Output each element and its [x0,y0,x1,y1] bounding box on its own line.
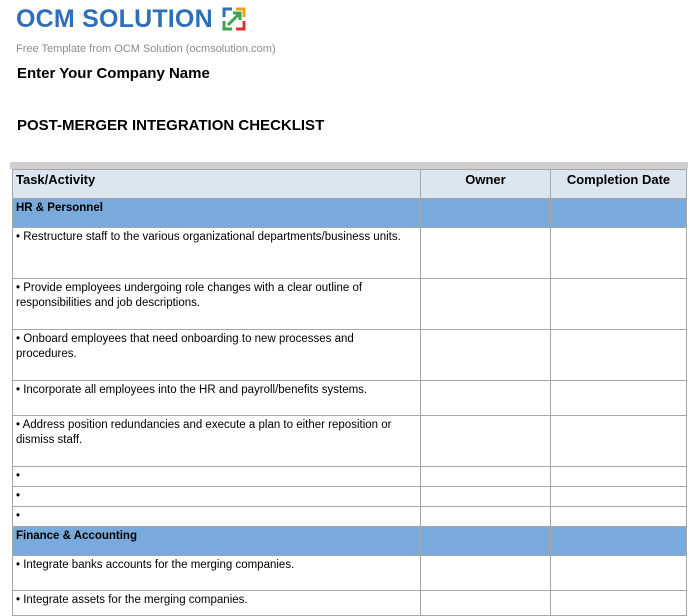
completion-date-cell[interactable] [551,279,687,330]
owner-cell[interactable] [421,556,551,591]
table-row [13,487,687,507]
section-date-cell [551,199,687,228]
table-row [13,556,687,591]
task-cell[interactable]: • Incorporate all employees into the HR and payroll/benefits systems. [13,381,421,416]
owner-cell[interactable] [421,487,551,507]
table-row [13,330,687,381]
company-name: Enter Your Company Name [17,65,210,82]
header-divider [10,162,688,169]
header-row [13,170,687,199]
section-owner-cell [421,199,551,228]
table-row [13,416,687,467]
table-row [13,279,687,330]
completion-date-cell[interactable] [551,467,687,487]
owner-cell[interactable] [421,591,551,616]
section-title: HR & Personnel [13,199,421,228]
section-title: Finance & Accounting [13,527,421,556]
completion-date-cell[interactable] [551,228,687,279]
owner-cell[interactable] [421,228,551,279]
table-row [13,507,687,527]
owner-cell[interactable] [421,279,551,330]
section-owner-cell [421,527,551,556]
table-row [13,591,687,616]
section-date-cell [551,527,687,556]
completion-date-cell[interactable] [551,381,687,416]
template-note: Free Template from OCM Solution (ocmsolution.com) [16,43,276,55]
task-cell[interactable]: • Restructure staff to the various organizational departments/business units. [13,228,421,279]
task-cell[interactable]: • Onboard employees that need onboarding to new processes and procedures. [13,330,421,381]
col-header-completion-date: Completion Date [551,170,687,199]
section-row [13,199,687,228]
completion-date-cell[interactable] [551,487,687,507]
owner-cell[interactable] [421,381,551,416]
section-row [13,527,687,556]
completion-date-cell[interactable] [551,591,687,616]
col-header-owner: Owner [421,170,551,199]
brand-name: OCM SOLUTION [16,4,213,33]
col-header-task: Task/Activity [13,170,421,199]
task-cell[interactable]: • [13,467,421,487]
task-cell[interactable]: • Provide employees undergoing role changes with a clear outline of responsibilities and job descriptions. [13,279,421,330]
completion-date-cell[interactable] [551,507,687,527]
completion-date-cell[interactable] [551,330,687,381]
table-row [13,381,687,416]
completion-date-cell[interactable] [551,416,687,467]
task-cell[interactable]: • [13,507,421,527]
checklist-table [12,169,687,616]
owner-cell[interactable] [421,507,551,527]
ocm-logo-mark-icon [221,6,247,32]
task-cell[interactable]: • Integrate assets for the merging companies. [13,591,421,616]
task-cell[interactable]: • Address position redundancies and execute a plan to either reposition or dismiss staff. [13,416,421,467]
document-title: POST-MERGER INTEGRATION CHECKLIST [17,117,325,134]
table-row [13,467,687,487]
task-cell[interactable]: • [13,487,421,507]
owner-cell[interactable] [421,467,551,487]
owner-cell[interactable] [421,330,551,381]
completion-date-cell[interactable] [551,556,687,591]
owner-cell[interactable] [421,416,551,467]
task-cell[interactable]: • Integrate banks accounts for the merging companies. [13,556,421,591]
brand-logo [16,4,247,34]
table-row [13,228,687,279]
